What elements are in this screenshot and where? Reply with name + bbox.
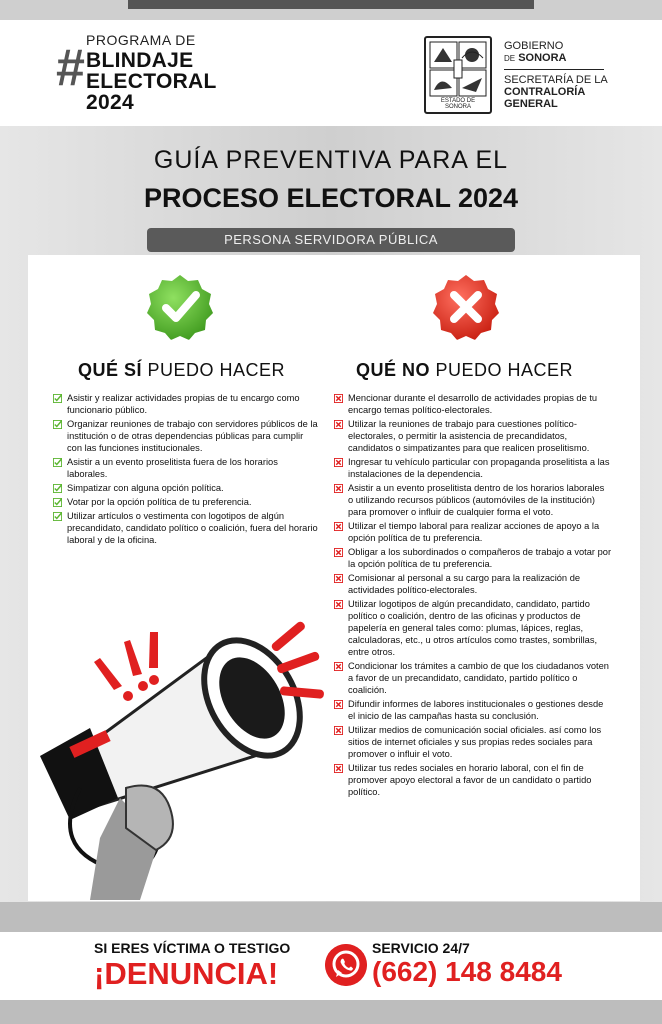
si-item-text: Organizar reuniones de trabajo con servidores públicos de la institución o de otras dependencias públicas para cumplir con las funciones institucionales. xyxy=(67,419,318,453)
checkbox-x-icon xyxy=(334,548,343,557)
si-item-text: Simpatizar con alguna opción política. xyxy=(67,483,224,493)
no-item-text: Comisionar al personal a su cargo para la realización de actividades político-electorales. xyxy=(348,573,581,595)
si-list-item xyxy=(53,496,319,508)
footer-band xyxy=(0,902,662,932)
servicio-text: SERVICIO 24/7 xyxy=(372,940,470,956)
no-list xyxy=(334,392,612,800)
checkbox-x-icon xyxy=(334,394,343,403)
checkbox-x-icon xyxy=(334,420,343,429)
si-title-bold: QUÉ SÍ xyxy=(78,360,143,380)
header xyxy=(0,20,662,126)
gov-general: GENERAL xyxy=(504,98,558,110)
megaphone-body-icon xyxy=(40,623,319,900)
si-list xyxy=(53,392,319,548)
no-item-text: Utilizar logotipos de algún precandidato, candidato, partido político o coalición, dentro de las oficinas y productos de papelería en general tales como: plumas, lápices, reglas, calculadoras, etc., u otros artículos como trastes, sombrillas, entre otros. xyxy=(348,599,598,657)
checkbox-check-icon xyxy=(53,484,62,493)
checkbox-check-icon xyxy=(53,458,62,467)
subtitle-pill: PERSONA SERVIDORA PÚBLICA xyxy=(147,228,515,252)
no-title-rest: PUEDO HACER xyxy=(430,360,574,380)
no-list-item xyxy=(334,520,612,544)
hash-symbol: # xyxy=(56,39,85,97)
checkbox-x-icon xyxy=(334,522,343,531)
checkbox-x-icon xyxy=(334,662,343,671)
victima-text: SI ERES VÍCTIMA O TESTIGO xyxy=(94,940,291,956)
no-list-item xyxy=(334,392,612,416)
seal-label: ESTADO DE SONORA xyxy=(440,98,476,110)
no-list-item xyxy=(334,698,612,722)
si-list-item xyxy=(53,482,319,494)
checkbox-x-icon xyxy=(334,764,343,773)
program-small: PROGRAMA DE xyxy=(86,32,196,48)
guide-title-line2: PROCESO ELECTORAL 2024 xyxy=(143,183,519,213)
checkbox-x-icon xyxy=(334,458,343,467)
no-list-item xyxy=(334,456,612,480)
si-item-text: Votar por la opción política de tu preferencia. xyxy=(67,497,252,507)
no-item-text: Utilizar medios de comunicación social oficiales. así como los sitios de internet oficiales y sus propias redes sociales para promover o influir el voto. xyxy=(348,725,602,759)
no-list-item xyxy=(334,762,612,798)
no-item-text: Difundir informes de labores institucionales o gestiones desde el inicio de las campañas hasta su conclusión. xyxy=(348,699,604,721)
checkbox-x-icon xyxy=(334,726,343,735)
checkbox-x-icon xyxy=(334,700,343,709)
seal-quarters xyxy=(426,40,490,100)
gov-secretaria: SECRETARÍA DE LA xyxy=(504,74,608,86)
si-list-item xyxy=(53,418,319,454)
no-item-text: Ingresar tu vehículo particular con propaganda proselitista a las instalaciones de la dependencia. xyxy=(348,457,610,479)
si-item-text: Utilizar artículos o vestimenta con logotipos de algún precandidato, candidato político o coalición, fuera del horario laboral y de la oficina. xyxy=(67,511,318,545)
checkbox-check-icon xyxy=(53,420,62,429)
no-list-item xyxy=(334,482,612,518)
program-line2: ELECTORAL xyxy=(86,70,217,93)
si-item-text: Asistir a un evento proselitista fuera de los horarios laborales. xyxy=(67,457,278,479)
gov-divider xyxy=(504,69,604,70)
si-item-text: Asistir y realizar actividades propias de tu encargo como funcionario público. xyxy=(67,393,300,415)
checkbox-check-icon xyxy=(53,512,62,521)
no-item-text: Utilizar el tiempo laboral para realizar acciones de apoyo a la opción política de tu preferencia. xyxy=(348,521,600,543)
no-list-item xyxy=(334,660,612,696)
si-title-rest: PUEDO HACER xyxy=(142,360,286,380)
check-badge-icon xyxy=(146,273,214,341)
whatsapp-icon[interactable] xyxy=(325,944,367,986)
si-list-item xyxy=(53,456,319,480)
x-badge-icon xyxy=(432,273,500,341)
gov-logo xyxy=(504,40,608,110)
no-list-item xyxy=(334,724,612,760)
guide-title-line1: GUÍA PREVENTIVA PARA EL xyxy=(153,146,509,174)
no-item-text: Utilizar tus redes sociales en horario laboral, con el fin de promover apoyo electoral a favor de un candidato o partido político. xyxy=(348,763,592,797)
phone-number[interactable]: (662) 148 8484 xyxy=(372,956,562,987)
checkbox-x-icon xyxy=(334,484,343,493)
program-line3: 2024 xyxy=(86,91,134,114)
checkbox-x-icon xyxy=(334,574,343,583)
no-list-item xyxy=(334,418,612,454)
no-title xyxy=(356,360,573,381)
checkbox-x-icon xyxy=(334,600,343,609)
state-seal-icon xyxy=(424,36,492,114)
checkbox-check-icon xyxy=(53,394,62,403)
no-list-item xyxy=(334,598,612,658)
gov-line1: GOBIERNO xyxy=(504,40,564,52)
denuncia-text: ¡DENUNCIA! xyxy=(94,956,279,991)
no-list-item xyxy=(334,546,612,570)
top-strip xyxy=(0,0,662,20)
no-item-text: Mencionar durante el desarrollo de actividades propias de tu encargo temas político-electorales. xyxy=(348,393,598,415)
bottom-band xyxy=(0,1000,662,1024)
no-title-bold: QUÉ NO xyxy=(356,360,431,380)
no-item-text: Asistir a un evento proselitista dentro de los horarios laborales o utilizando recursos públicos (automóviles de la institución) para promover o influir de cualquier forma el voto. xyxy=(348,483,605,517)
no-item-text: Utilizar la reuniones de trabajo para cuestiones político-electorales, o permitir la asistencia de precandidatos, candidatos o simpatizantes para que realicen proselitismo. xyxy=(348,419,590,453)
gov-contraloria: CONTRALORÍA xyxy=(504,86,586,98)
no-list-item xyxy=(334,572,612,596)
gov-sonora: SONORA xyxy=(518,52,567,64)
program-line1: BLINDAJE xyxy=(86,49,194,72)
megaphone-exclamation-icon xyxy=(94,632,159,701)
top-bar xyxy=(128,0,534,9)
no-item-text: Obligar a los subordinados o compañeros de trabajo a votar por la opción política de tu preferencia. xyxy=(348,547,612,569)
checkbox-check-icon xyxy=(53,498,62,507)
gov-prefix: DE xyxy=(504,54,516,63)
no-item-text: Condicionar los trámites a cambio de que los ciudadanos voten a favor de un precandidato, candidato, partido político o coalición. xyxy=(348,661,609,695)
si-list-item xyxy=(53,392,319,416)
program-title xyxy=(86,50,217,113)
megaphone-illustration xyxy=(30,588,330,900)
gov-line2 xyxy=(504,52,608,65)
si-title xyxy=(78,360,285,381)
si-list-item xyxy=(53,510,319,546)
